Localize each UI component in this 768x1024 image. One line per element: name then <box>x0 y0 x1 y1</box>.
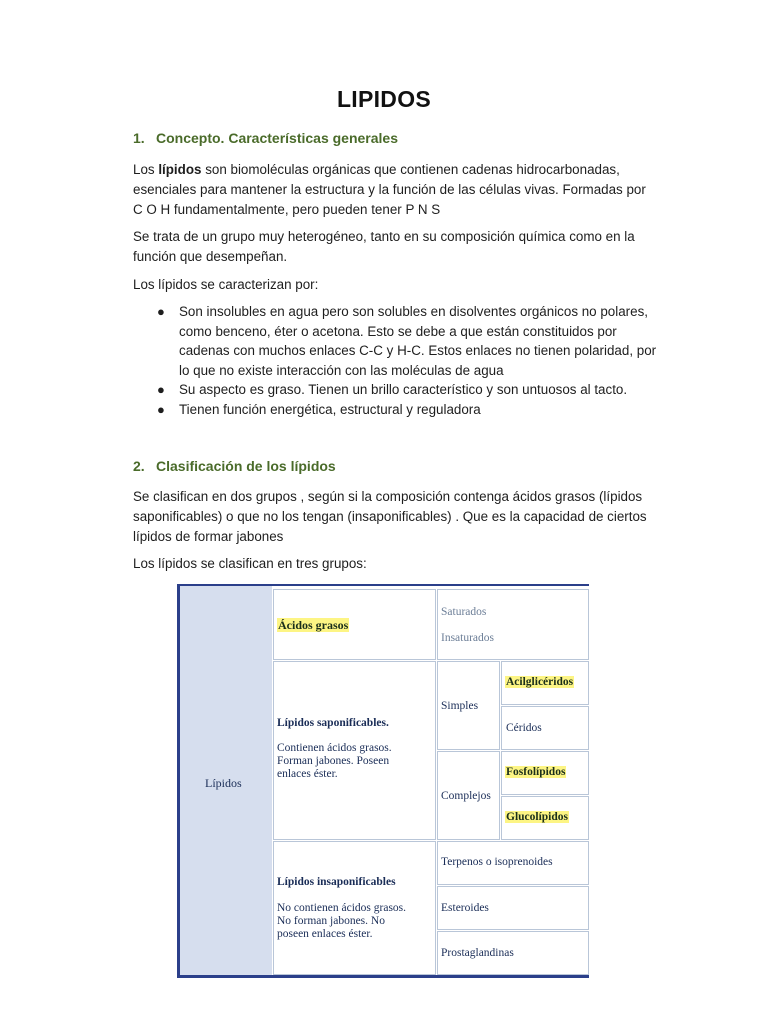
fosfolipidos-cell <box>501 751 589 795</box>
lipids-classification-table <box>177 584 589 978</box>
section-2-heading-text: Clasificación de los lípidos <box>156 458 336 474</box>
terpenos-label: Terpenos o isoprenoides <box>441 856 553 868</box>
root-cell <box>180 586 272 975</box>
section-1-heading <box>133 130 398 146</box>
prostaglandinas-label: Prostaglandinas <box>441 947 514 959</box>
p1-rest: son biomoléculas orgánicas que contienen cadenas hidrocarbonadas, esenciales para mantener la estructura y la función de las células vivas. Formadas por C O H fundamentalmente, pero pueden tener P N S <box>133 162 646 217</box>
insaponificables-title: Lípidos insaponificables <box>277 876 396 888</box>
list-item-text: Su aspecto es graso. Tienen un brillo característico y son untuosos al tacto. <box>179 382 628 397</box>
list-item <box>133 302 663 380</box>
section-1-paragraph-1 <box>133 160 658 220</box>
saponificables-description: Contienen ácidos grasos. Forman jabones. Poseen enlaces éster. <box>277 742 392 780</box>
prostaglandinas-cell <box>437 931 589 975</box>
insaponificables-description: No contienen ácidos grasos. No forman jabones. No poseen enlaces éster. <box>277 902 407 940</box>
insaponificables-cell <box>273 841 436 975</box>
characteristics-list <box>133 302 663 419</box>
section-2-paragraph-1: Se clasifican en dos grupos , según si la composición contenga ácidos grasos (lípidos saponificables) o que no los tengan (insaponificables) . Que es la capacidad de ciertos lípidos de formar jabones <box>133 489 647 544</box>
root-label: Lípidos <box>205 776 242 790</box>
list-item <box>133 400 663 420</box>
section-1-number: 1. <box>133 130 145 146</box>
acilgliceridos-cell <box>501 661 589 705</box>
p1-bold-term: lípidos <box>158 162 202 177</box>
ceridos-label: Céridos <box>506 722 542 734</box>
section-2-number: 2. <box>133 458 145 474</box>
section-1-heading-text: Concepto. Características generales <box>156 130 398 146</box>
section-2-heading <box>133 458 336 474</box>
ceridos-cell <box>501 706 589 750</box>
section-1-paragraph-3: Los lípidos se caracterizan por: <box>133 277 319 292</box>
esteroides-cell <box>437 886 589 930</box>
saturados-label: Saturados <box>441 606 487 618</box>
acidos-grasos-cell <box>273 589 436 660</box>
acidos-grasos-label: Ácidos grasos <box>278 618 349 632</box>
insaturados-label: Insaturados <box>441 632 495 644</box>
saponificables-title: Lípidos saponificables. <box>277 717 389 729</box>
glucolipidos-cell <box>501 796 589 840</box>
acidos-grasos-types-cell <box>437 589 589 660</box>
simples-label: Simples <box>441 700 479 712</box>
document-title: LIPIDOS <box>336 86 432 112</box>
complejos-cell <box>437 751 500 840</box>
simples-cell <box>437 661 500 750</box>
glucolipidos-label: Glucolípidos <box>506 811 568 823</box>
list-item-text: Tienen función energética, estructural y reguladora <box>179 401 481 417</box>
section-2-paragraph-2: Los lípidos se clasifican en tres grupos: <box>133 556 367 571</box>
bullet-icon: ● <box>157 401 165 417</box>
saponificables-cell <box>273 661 436 840</box>
p1-prefix: Los <box>133 162 159 177</box>
list-item <box>133 380 663 400</box>
bullet-icon: ● <box>157 382 165 397</box>
esteroides-label: Esteroides <box>441 902 489 914</box>
complejos-label: Complejos <box>441 790 491 802</box>
list-item-text: Son insolubles en agua pero son solubles en disolventes orgánicos no polares, como benceno, éter o acetona. Esto se debe a que están constituidos por cadenas con muchos enlaces C-C y H-C. Estos enlaces no tienen polaridad, por lo que no existe interacción con las moléculas de agua <box>179 304 657 378</box>
terpenos-cell <box>437 841 589 885</box>
fosfolipidos-label: Fosfolípidos <box>506 766 566 778</box>
bullet-icon: ● <box>157 304 165 319</box>
acilgliceridos-label: Acilglicéridos <box>506 676 574 688</box>
section-1-paragraph-2: Se trata de un grupo muy heterogéneo, tanto en su composición química como en la función que desempeñan. <box>133 229 635 264</box>
